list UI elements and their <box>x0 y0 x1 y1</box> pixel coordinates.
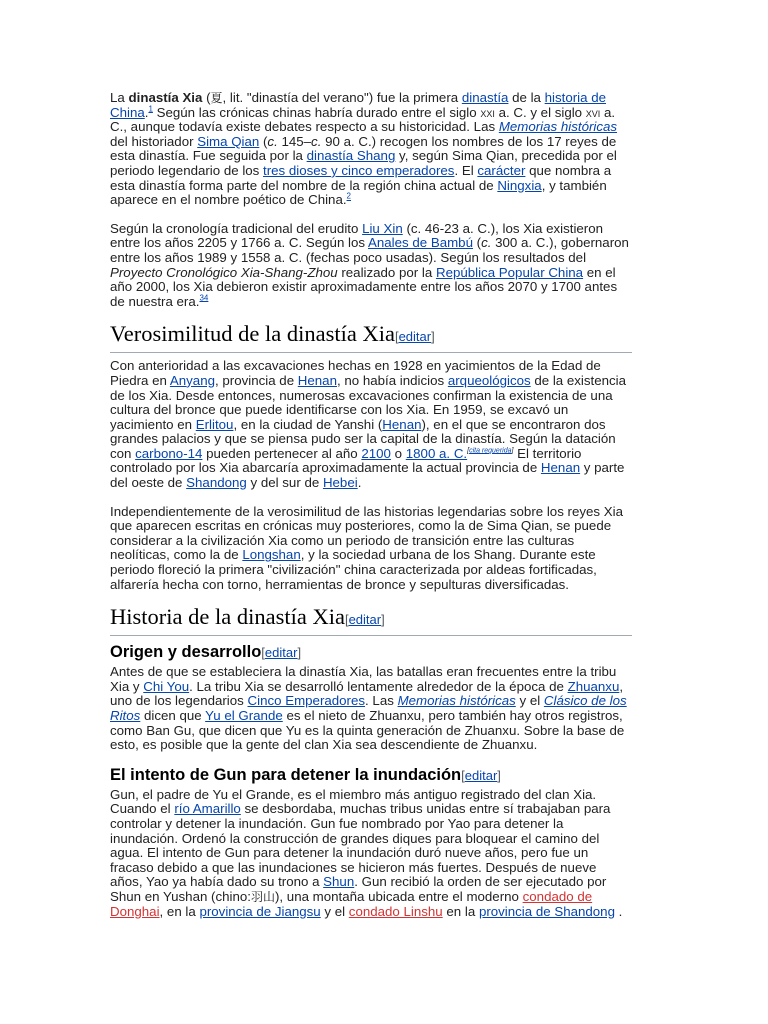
text: pueden pertenecer al año <box>202 445 362 461</box>
subsection-heading-origen <box>110 642 632 663</box>
text: (c. 46-23 a. C.), los Xia existieron entre los años 2205 y 1766 a. C. Según los <box>110 220 604 251</box>
italic-abbrev: c. <box>481 235 492 251</box>
edit-section-link <box>345 612 385 627</box>
gun-paragraph <box>110 788 632 919</box>
link-ningxia[interactable]: Ningxia <box>497 177 542 193</box>
edit-section-link <box>261 645 301 660</box>
text: del historiador <box>110 133 198 149</box>
text: . <box>144 104 149 120</box>
link-memorias-historicas[interactable]: Memorias históricas <box>397 693 516 709</box>
link-caracter[interactable]: carácter <box>477 162 526 178</box>
link-dinastia[interactable]: dinastía <box>461 90 509 105</box>
text: de la <box>508 90 545 105</box>
text: , no había indicios <box>336 372 448 388</box>
text: se desbordaba, muchas tribus unidas entre sí trabajaban para controlar y detener la inundación. Gun fue nombrado por Yao para detener la inundación. Ordenó la construcción de grandes diques para bloquear el camino del agua. El intento de Gun para detener la inundación duró nueve años, pero fue un fracaso debido a que las inundaciones se hicieron más fuertes. Después de nueve años, Yao ya había dado su trono a <box>110 801 611 890</box>
link-cinco-emperadores[interactable]: Cinco Emperadores <box>247 693 366 709</box>
text: y del sur de <box>246 475 323 491</box>
link-anyang[interactable]: Anyang <box>169 372 215 388</box>
link-longshan[interactable]: Longshan <box>242 547 301 563</box>
bracket: ] <box>511 447 514 455</box>
heading-title: Origen y desarrollo <box>110 643 262 662</box>
text: Antes de que se estableciera la dinastía Xia, las batallas eran frecuentes entre la tribu Xia y <box>110 664 617 694</box>
text: , provincia de <box>215 372 298 388</box>
bracket: [ <box>467 447 470 455</box>
heading-title: Historia de la dinastía Xia <box>110 604 345 630</box>
text: a. C., aunque todavía existe debates respecto a su historicidad. Las <box>110 104 616 135</box>
link-2100[interactable]: 2100 <box>361 445 391 461</box>
heading-title: El intento de Gun para detener la inundación <box>110 765 462 784</box>
text: . La tribu Xia se desarrolló lentamente alrededor de la época de <box>189 678 568 694</box>
bracket: [ <box>344 612 349 628</box>
link-shun[interactable]: Shun <box>323 874 355 890</box>
intro-paragraph-2 <box>110 222 632 310</box>
text: , en la <box>159 903 200 919</box>
text: . Las <box>365 693 398 709</box>
text: , lit. "dinastía del verano") fue la primera <box>222 90 462 105</box>
link-sima-qian[interactable]: Sima Qian <box>197 133 260 149</box>
text: , y también aparece en el nombre poético de China. <box>110 177 607 208</box>
text: . Gun recibió la orden de ser ejecutado por Shun en Yushan (chino: <box>110 874 607 904</box>
text: y, según Sima Qian, precedida por el periodo legendario de los <box>110 148 617 178</box>
bracket: [ <box>461 767 465 783</box>
text: . El <box>454 162 478 178</box>
edit-section-link <box>461 768 501 783</box>
link-memorias-historicas[interactable]: Memorias históricas <box>498 119 618 135</box>
text: en el año 2000, los Xia debieron existir aproximadamente entre los años 2070 y 1700 antes de nuestra era. <box>110 264 618 309</box>
link-yu-el-grande[interactable]: Yu el Grande <box>205 708 283 723</box>
text: y parte del oeste de <box>110 460 625 491</box>
verosimilitud-paragraph-1 <box>110 359 632 490</box>
link-carbono-14[interactable]: carbono-14 <box>135 445 203 461</box>
text: . <box>357 475 362 491</box>
text: dicen que <box>140 708 206 723</box>
italic-abbrev: c. <box>311 133 322 149</box>
text: y el <box>515 693 544 709</box>
link-provincia-de-jiangsu[interactable]: provincia de Jiangsu <box>199 903 321 919</box>
link-historia-de-china[interactable]: historia de China <box>110 90 607 120</box>
text: es el nieto de Zhuanxu, pero también hay otros registros, como Ban Gu, que dicen que Yu es la quinta generación de Zhuanxu. Sobre la base de esto, es posible que la gente del clan Xia sea descendiente de Zhuanxu. <box>110 708 625 753</box>
text: en la <box>442 903 479 919</box>
bracket: [ <box>261 645 265 661</box>
section-heading-historia <box>110 604 632 636</box>
text: realizado por la <box>337 264 436 280</box>
text: ( <box>259 133 268 149</box>
subsection-heading-gun <box>110 765 632 786</box>
text: Según las crónicas chinas habría durado entre el siglo <box>152 104 481 120</box>
edit-link[interactable]: editar <box>264 645 298 661</box>
article-body <box>110 91 632 919</box>
text: , y la sociedad urbana de los Shang. Durante este periodo floreció la primera "civilización" china caracterizada por aldeas fortificadas, alfarería hecha con torno, herramientas de bronce y sepulturas diversificadas. <box>110 547 597 592</box>
link-anales-de-bambu[interactable]: Anales de Bambú <box>368 235 473 251</box>
verosimilitud-paragraph-2 <box>110 505 632 593</box>
reference-2[interactable]: 2 <box>346 191 351 201</box>
link-1800-ac[interactable]: 1800 a. C. <box>405 445 468 461</box>
bold-term: dinastía Xia <box>128 90 203 105</box>
text: Con anterioridad a las excavaciones hechas en 1928 en yacimientos de la Edad de Piedra en <box>110 358 601 388</box>
text: Según la cronología tradicional del erudito <box>110 220 363 236</box>
text: La <box>110 90 129 105</box>
citation-needed <box>467 447 513 454</box>
link-erlitou[interactable]: Erlitou <box>195 416 234 432</box>
bracket: ] <box>497 767 501 783</box>
roman-numeral: xxi <box>480 104 495 120</box>
chinese-characters: 羽山 <box>250 889 275 904</box>
reference-34[interactable]: 34 <box>199 293 209 303</box>
text: ), en el que se encontraron dos grandes palacios y que se piensa pudo ser la capital de la dinastía. Según la datación con <box>110 416 616 461</box>
section-heading-verosimilitud <box>110 321 632 353</box>
italic-title: Proyecto Cronológico Xia-Shang-Zhou <box>110 264 338 280</box>
text: 300 a. C.), gobernaron entre los años 1989 y 1558 a. C. (fechas poco usadas). Según los resultados del <box>110 235 629 265</box>
text: o <box>390 445 406 461</box>
text: ( <box>472 235 482 251</box>
text: . <box>614 903 623 919</box>
text: , uno de los legendarios <box>110 678 624 709</box>
link-arqueologicos[interactable]: arqueológicos <box>447 372 531 388</box>
text: a. C. y el siglo <box>494 104 586 120</box>
link-henan[interactable]: Henan <box>297 372 337 388</box>
text: ( <box>202 90 211 105</box>
text: Independientemente de la verosimilitud de las historias legendarias sobre los reyes Xia que aparecen escritas en crónicas muy posteriores, como la de Sima Qian, se puede considerar a la civilización Xia como un periodo de transición entre las culturas neolíticas, como la de <box>110 503 623 563</box>
edit-link[interactable]: editar <box>464 767 498 783</box>
citation-needed-link[interactable]: cita requerida <box>469 447 512 455</box>
reference-1[interactable]: 1 <box>148 104 153 114</box>
origen-paragraph <box>110 665 632 753</box>
bracket: ] <box>431 329 435 345</box>
roman-numeral: xvi <box>585 104 601 120</box>
bracket: ] <box>381 612 385 628</box>
redlink-condado-linshu[interactable]: condado Linshu <box>348 903 443 919</box>
edit-link[interactable]: editar <box>398 329 432 345</box>
italic-abbrev: c. <box>267 133 278 149</box>
link-provincia-de-shandong[interactable]: provincia de Shandong <box>478 903 615 919</box>
link-clasico-de-los-ritos[interactable]: Clásico de los Ritos <box>110 693 627 723</box>
text: El territorio controlado por los Xia abarcaría aproximadamente la actual provincia de <box>110 445 582 476</box>
link-henan[interactable]: Henan <box>382 416 422 432</box>
text: y el <box>320 903 349 919</box>
text: 145– <box>277 133 312 149</box>
chinese-character: 夏 <box>210 91 223 105</box>
text: de la existencia de los Xia. Desde entonces, numerosas excavaciones confirman la existencia de una cultura del bronce que puede identificarse con los Xia. En 1959, se excavó un yacimiento en <box>110 372 627 432</box>
text: ), una montaña ubicada entre el moderno <box>274 888 523 904</box>
link-shandong[interactable]: Shandong <box>186 475 247 491</box>
link-republica-popular-china[interactable]: República Popular China <box>435 264 584 280</box>
link-zhuanxu[interactable]: Zhuanxu <box>567 678 620 694</box>
link-chi-you[interactable]: Chi You <box>143 678 190 694</box>
redlink-condado-de-donghai[interactable]: condado de Donghai <box>110 888 593 919</box>
text: Gun, el padre de Yu el Grande, es el miembro más antiguo registrado del clan Xia. Cuando el <box>110 786 597 817</box>
text: , en la ciudad de Yanshi ( <box>233 416 383 432</box>
heading-title: Verosimilitud de la dinastía Xia <box>110 321 395 347</box>
edit-section-link <box>395 329 435 344</box>
link-rio-amarillo[interactable]: río Amarillo <box>174 801 241 817</box>
link-henan[interactable]: Henan <box>540 460 581 476</box>
text: 90 a. C.) recogen los nombres de los 17 reyes de esta dinastía. Fue seguida por la <box>110 133 617 164</box>
bracket: ] <box>297 645 302 661</box>
intro-paragraph-1 <box>110 91 632 208</box>
edit-link[interactable]: editar <box>348 612 382 628</box>
link-liu-xin[interactable]: Liu Xin <box>362 220 403 236</box>
link-tres-dioses[interactable]: tres dioses y cinco emperadores <box>263 162 455 178</box>
bracket: [ <box>394 329 399 345</box>
link-hebei[interactable]: Hebei <box>322 475 358 491</box>
text: que nombra a esta dinastía forma parte del nombre de la región china actual de <box>110 162 612 193</box>
link-dinastia-shang[interactable]: dinastía Shang <box>306 148 396 164</box>
